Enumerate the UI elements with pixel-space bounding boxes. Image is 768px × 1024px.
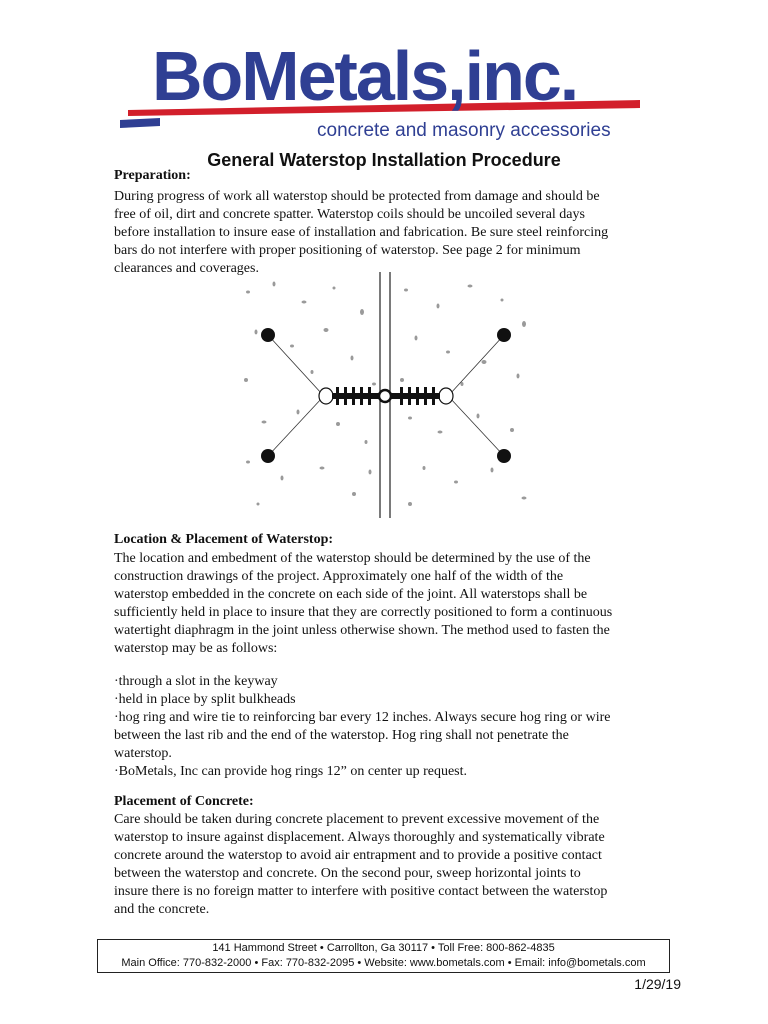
concrete-text: Care should be taken during concrete placement to prevent excessive movement of the waterstop to insure against displacement. Always thoroughly and systematically vibrate concrete around the waterstop to avoid air entrapment and to provide a positive contact between the waterstop and concrete. On the second pour, sweep horizontal joints to insure there is no foreign matter to interfere with positive contact between the waterstop and the concrete. bbox=[114, 812, 608, 917]
location-text: The location and embedment of the waterstop should be determined by the use of the construction drawings of the project. Approximately one half of the width of the waterstop embedded in the concrete on each side of the joint. All waterstops shall be sufficiently held in place to insure that they are correctly positioned to form a continuous watertight diaphragm in the joint unless otherwise shown. The method used to fasten the waterstop may be as follows: bbox=[114, 551, 613, 656]
preparation-heading: Preparation: bbox=[114, 168, 191, 183]
waterstop-profile bbox=[319, 387, 453, 405]
document-date: 1/29/19 bbox=[634, 976, 681, 992]
waterstop-end-bulb-left bbox=[319, 388, 333, 404]
preparation-text: During progress of work all waterstop should be protected from damage and should be free of oil, dirt and concrete spatter. Waterstop coils should be uncoiled several days before installation to insure ease of installation and fabrication. Be sure steel reinforcing bars do not interfere with proper positioning of waterstop. See page 2 for minimum clearances and coverages. bbox=[114, 189, 609, 276]
fastening-methods-list: ·through a slot in the keyway ·held in place by split bulkheads ·hog ring and wire tie to reinforcing bar every 12 inches. Always secure hog ring or wire between the last rib and the end of the waterstop. Hog ring shall not penetrate the waterstop. ·BoMetals, Inc can provide hog rings 12” on center up request. bbox=[114, 674, 611, 779]
footer-contact: Main Office: 770-832-2000 • Fax: 770-832-2095 • Website: www.bometals.com • Email: info@bometals.com bbox=[121, 957, 646, 969]
waterstop-end-bulb-right bbox=[439, 388, 453, 404]
waterstop-diagram bbox=[234, 272, 534, 518]
logo-tagline: concrete and masonry accessories bbox=[317, 120, 611, 141]
concrete-heading: Placement of Concrete: bbox=[114, 794, 254, 809]
logo-wordmark: BoMetals,inc. bbox=[152, 37, 578, 115]
location-heading: Location & Placement of Waterstop: bbox=[114, 532, 334, 547]
footer-address: 141 Hammond Street • Carrollton, Ga 30117 • Toll Free: 800-862-4835 bbox=[212, 942, 555, 954]
logo-swoosh-blue bbox=[120, 118, 160, 128]
page-title: General Waterstop Installation Procedure bbox=[207, 150, 561, 170]
company-logo bbox=[120, 36, 650, 146]
contact-footer bbox=[97, 939, 670, 973]
waterstop-center-bulb bbox=[379, 390, 391, 402]
